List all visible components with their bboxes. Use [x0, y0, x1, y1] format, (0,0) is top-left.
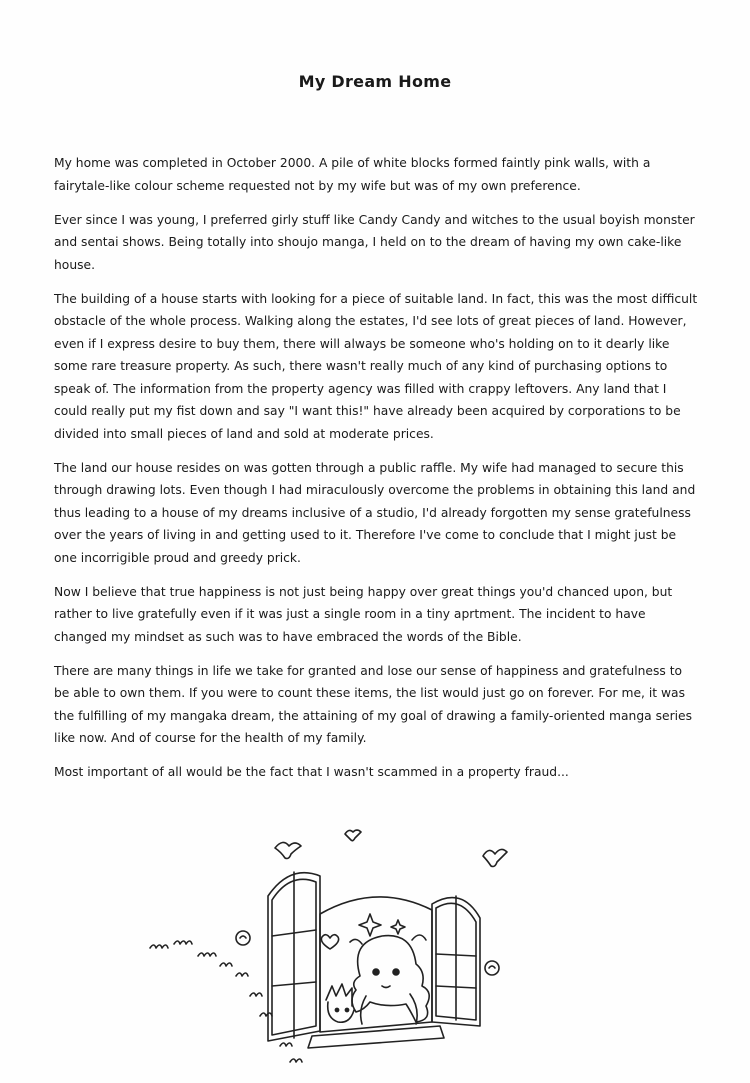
sparkle-icon — [359, 914, 381, 936]
page-title: My Dream Home — [298, 72, 452, 91]
paragraph-4: The land our house resides on was gotten through a public raffle. My wife had managed to secure this through drawing lots. Even though I had miraculously overcome the problems in obtaining this land and thus leading to a house of my dreams inclusive of a studio, I'd already forgotten my sense gratefulness over the years of living in and getting used to it. Therefore I've come to conclude that I might just be one incorrigible proud and greedy prick. — [54, 460, 696, 565]
bird-left-icon — [275, 842, 301, 858]
paragraph-1: My home was completed in October 2000. A pile of white blocks formed faintly pink walls, with a fairytale-like colour scheme requested not by my wife but was of my own preference. — [54, 156, 651, 193]
bird-right-icon — [483, 849, 507, 866]
swirl-left-icon — [236, 931, 250, 945]
scribble-icon — [150, 945, 168, 948]
window-drawing — [140, 826, 520, 1076]
heart-icon — [321, 935, 338, 949]
bird-small-icon — [345, 830, 361, 841]
boy-hair — [326, 984, 352, 1006]
sparkle-small-icon — [391, 920, 405, 934]
window-illustration — [140, 826, 520, 1076]
paragraph-5: Now I believe that true happiness is not just being happy over great things you'd chanced upon, but rather to live gratefully even if it was just a single room in a tiny aprtment. The incident to have changed my mindset as such was to have embraced the words of the Bible. — [54, 584, 673, 644]
paragraph-6: There are many things in life we take for granted and lose our sense of happiness and gratefulness to be able to own them. If you were to count these items, the list would just go on forever. For me, it was the fulfilling of my mangaka dream, the attaining of my goal of drawing a family-oriented manga series like now. And of course for the health of my family. — [54, 663, 693, 745]
paragraph-2: Ever since I was young, I preferred girly stuff like Candy Candy and witches to the usual boyish monster and sentai shows. Being totally into shoujo manga, I held on to the dream of having my own cake-like house. — [54, 212, 695, 272]
swirl-right-icon — [485, 961, 499, 975]
essay-body — [54, 152, 700, 795]
paragraph-3: The building of a house starts with looking for a piece of suitable land. In fact, this was the most difficult obstacle of the whole process. Walking along the estates, I'd see lots of great pieces of land. However, even if I express desire to buy them, there will always be someone who's holding on to it dearly like some rare treasure property. As such, there wasn't really much of any kind of purchasing options to speak of. The information from the property agency was filled with crappy leftovers. Any land that I could really put my fist down and say "I want this!" have already been acquired by corporations to be divided into small pieces of land and sold at moderate prices. — [54, 291, 698, 441]
girl-hair — [352, 936, 429, 1022]
paragraph-7: Most important of all would be the fact that I wasn't scammed in a property fraud... — [54, 765, 569, 779]
